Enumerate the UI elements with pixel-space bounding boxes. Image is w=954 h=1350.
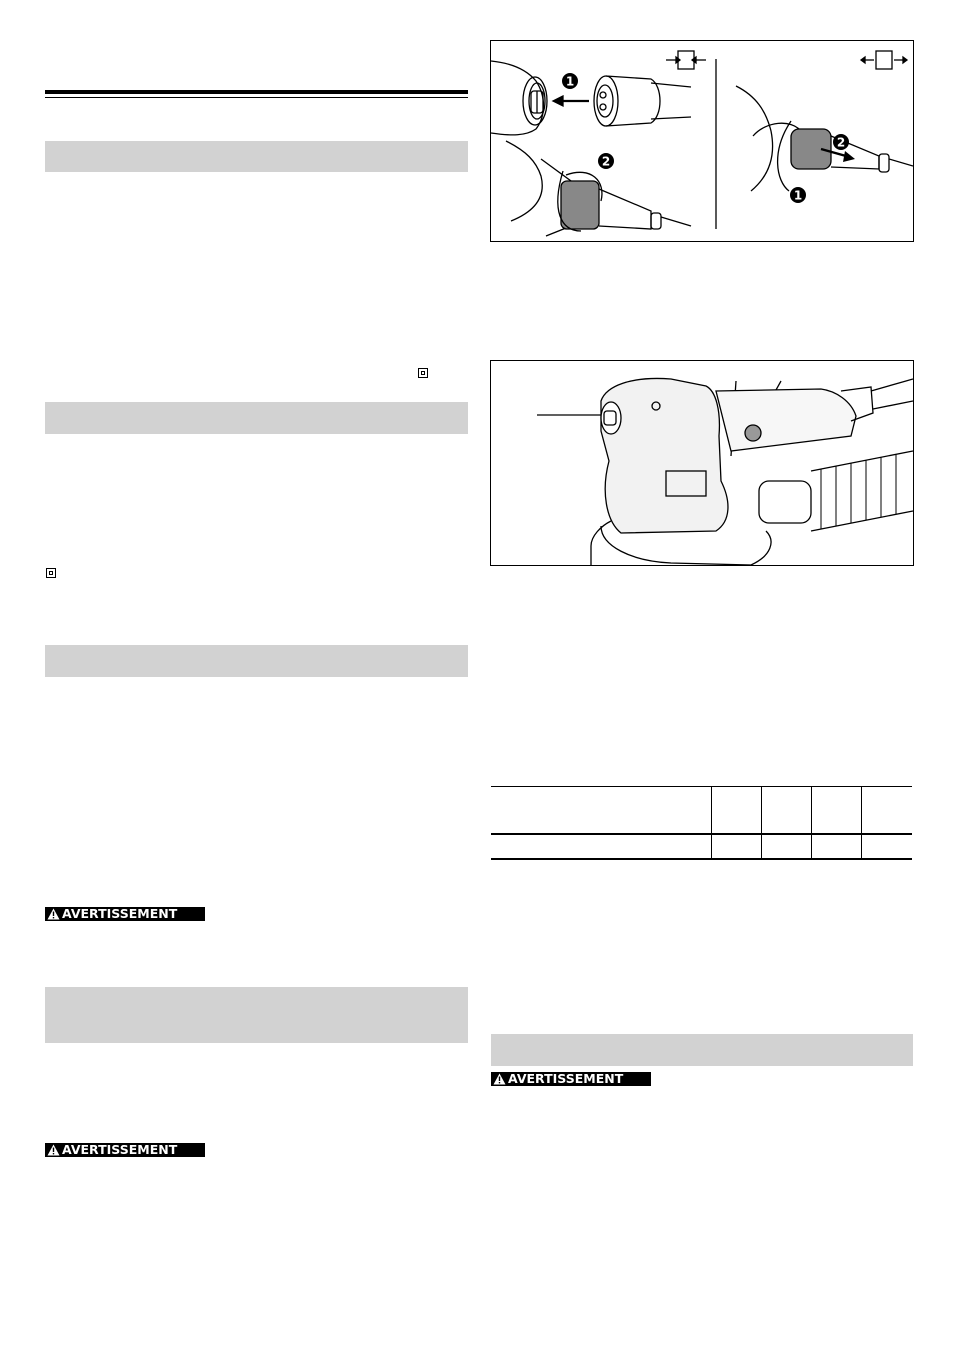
section-heading-bar-3 — [45, 645, 468, 677]
warning-badge-1 — [45, 907, 205, 921]
warning-label: AVERTISSEMENT — [508, 1071, 624, 1086]
header-rule-thick — [45, 90, 468, 94]
section-heading-bar-2 — [45, 402, 468, 434]
table-column-divider — [761, 786, 762, 860]
cord-connection-illustration — [491, 41, 913, 241]
warning-triangle-icon — [47, 1144, 60, 1156]
figure-sander — [490, 360, 914, 566]
table-header-rule — [491, 833, 912, 835]
warning-label: AVERTISSEMENT — [62, 906, 178, 921]
double-insulation-icon — [418, 368, 428, 378]
specification-table — [491, 786, 912, 860]
callout-number: 2 — [836, 135, 846, 150]
callout-number: 2 — [601, 154, 611, 169]
section-heading-bar-5 — [491, 1034, 913, 1066]
section-heading-bar-1 — [45, 141, 468, 172]
sander-illustration — [491, 361, 913, 565]
table-column-divider — [861, 786, 862, 860]
warning-triangle-icon — [47, 908, 60, 920]
callout-number: 1 — [565, 74, 575, 89]
warning-badge-3 — [491, 1072, 651, 1086]
figure-cord-connection — [490, 40, 914, 242]
section-heading-bar-4 — [45, 987, 468, 1043]
table-column-divider — [811, 786, 812, 860]
header-rule-thin — [45, 97, 468, 98]
warning-triangle-icon — [493, 1073, 506, 1085]
warning-badge-2 — [45, 1143, 205, 1157]
double-insulation-icon — [46, 568, 56, 578]
table-column-divider — [711, 786, 712, 860]
callout-number: 1 — [793, 188, 803, 203]
warning-label: AVERTISSEMENT — [62, 1142, 178, 1157]
